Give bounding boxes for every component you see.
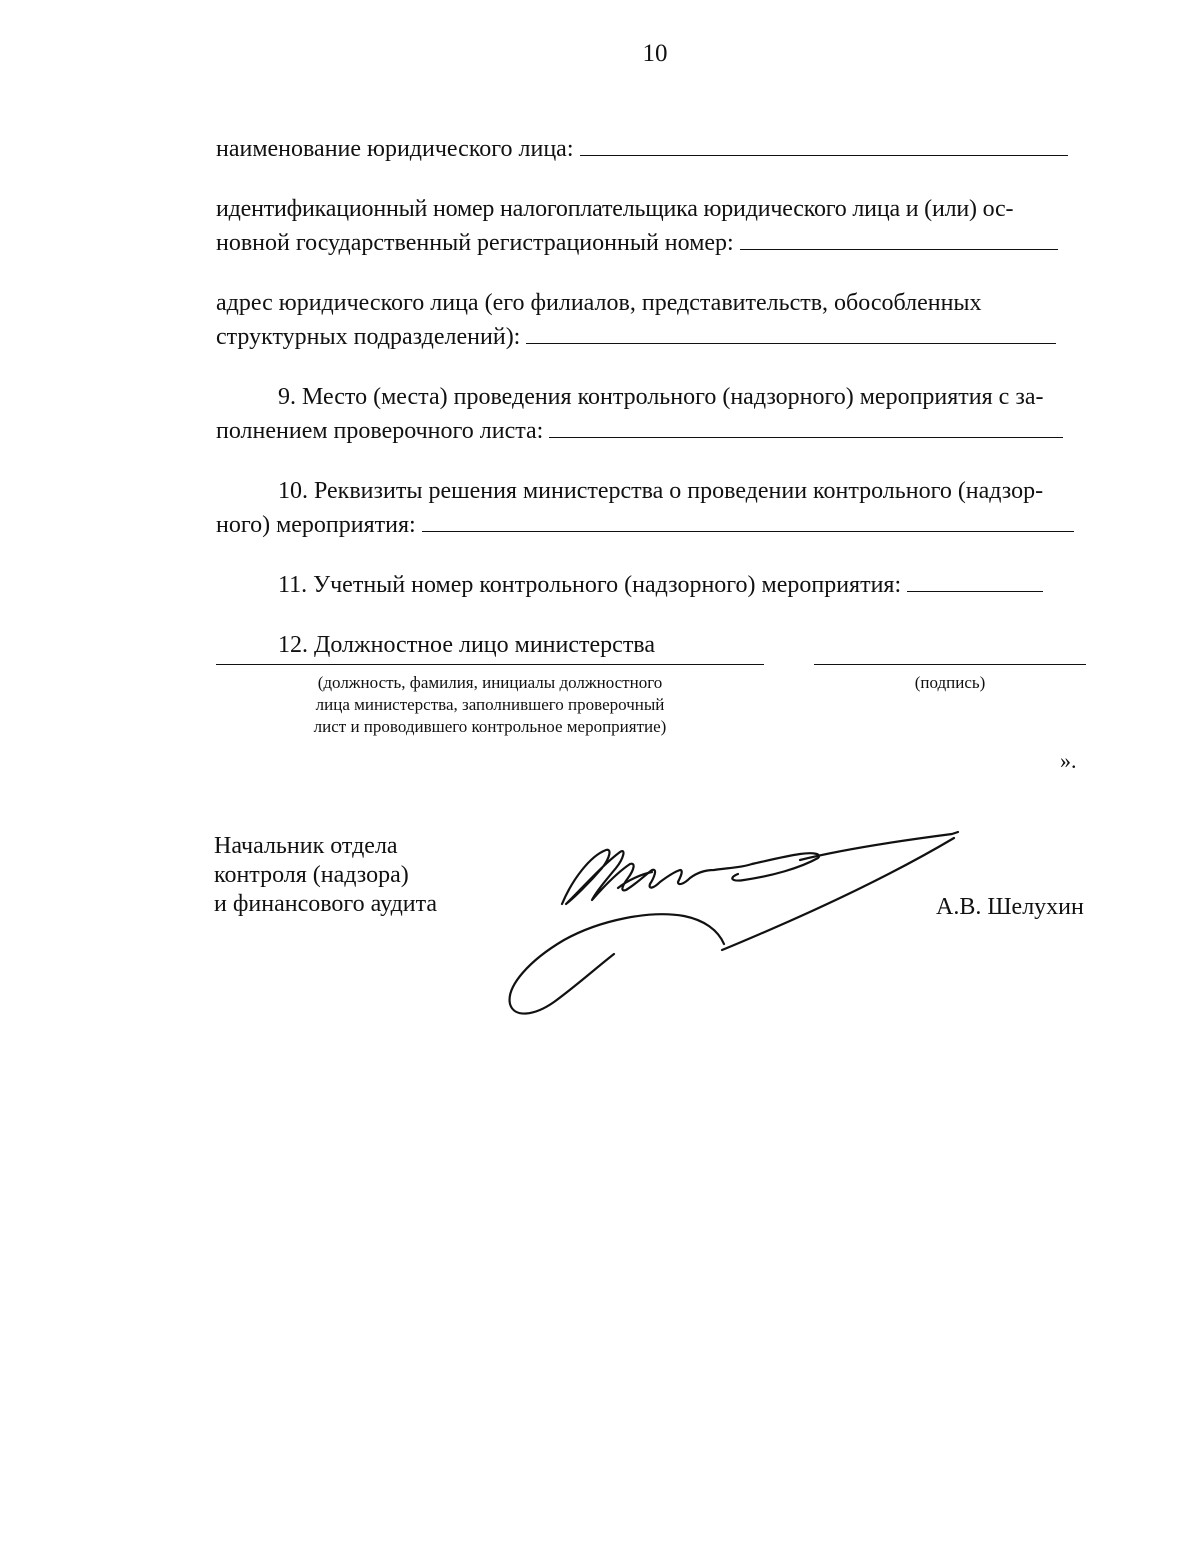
address-label-line2: структурных подразделений):	[216, 324, 521, 350]
item-11-field	[216, 568, 1096, 602]
closing-quote-mark: ».	[1060, 748, 1077, 773]
position-line-3: и финансового аудита	[214, 891, 438, 917]
signature-caption: (подпись)	[914, 673, 986, 692]
official-signature-blank[interactable]	[814, 664, 1086, 665]
item-9-blank[interactable]	[549, 436, 1063, 438]
item-10-label-line2: ного) мероприятия:	[216, 512, 416, 538]
official-details-blank[interactable]	[216, 664, 764, 665]
item-10-label-line1: 10. Реквизиты решения министерства о проведении контрольного (надзор-	[278, 478, 1044, 504]
inn-blank[interactable]	[740, 248, 1058, 250]
item-12-label: 12. Должностное лицо министерства	[278, 632, 655, 658]
item-9-label-line2: полнением проверочного листа:	[216, 418, 544, 444]
caption-line-1: (должность, фамилия, инициалы должностного	[317, 673, 663, 692]
address-label-line1: адрес юридического лица (его филиалов, представительств, обособленных	[216, 290, 982, 316]
item-11-label: 11. Учетный номер контрольного (надзорного) мероприятия:	[278, 572, 902, 598]
inn-label-line2: новной государственный регистрационный номер:	[216, 230, 734, 256]
official-details-caption	[216, 672, 764, 738]
position-line-1: Начальник отдела	[214, 833, 398, 859]
item-10-blank[interactable]	[422, 530, 1074, 532]
item-9-field	[216, 380, 1096, 448]
form-fields	[216, 132, 1096, 688]
caption-line-3: лист и проводившего контрольное мероприятие)	[313, 717, 667, 736]
official-signature-block	[216, 648, 1096, 768]
legal-entity-name-field	[216, 132, 1096, 166]
item-10-field	[216, 474, 1096, 542]
inn-label-line1: идентификационный номер налогоплательщика юридического лица и (или) ос-	[216, 196, 1014, 222]
caption-line-2: лица министерства, заполнившего проверочный	[315, 695, 665, 714]
signatory-position	[214, 832, 534, 919]
address-field	[216, 286, 1096, 354]
page-number: 10	[642, 40, 668, 67]
address-blank[interactable]	[526, 342, 1056, 344]
position-line-2: контроля (надзора)	[214, 862, 409, 888]
item-9-label-line1: 9. Место (места) проведения контрольного (надзорного) мероприятия с за-	[278, 384, 1044, 410]
legal-entity-name-blank[interactable]	[580, 154, 1068, 156]
legal-entity-name-label: наименование юридического лица:	[216, 136, 574, 162]
inn-field	[216, 192, 1096, 260]
handwritten-signature	[500, 820, 970, 1030]
item-11-blank[interactable]	[907, 590, 1043, 592]
signatory-name: А.В. Шелухин	[936, 894, 1084, 920]
